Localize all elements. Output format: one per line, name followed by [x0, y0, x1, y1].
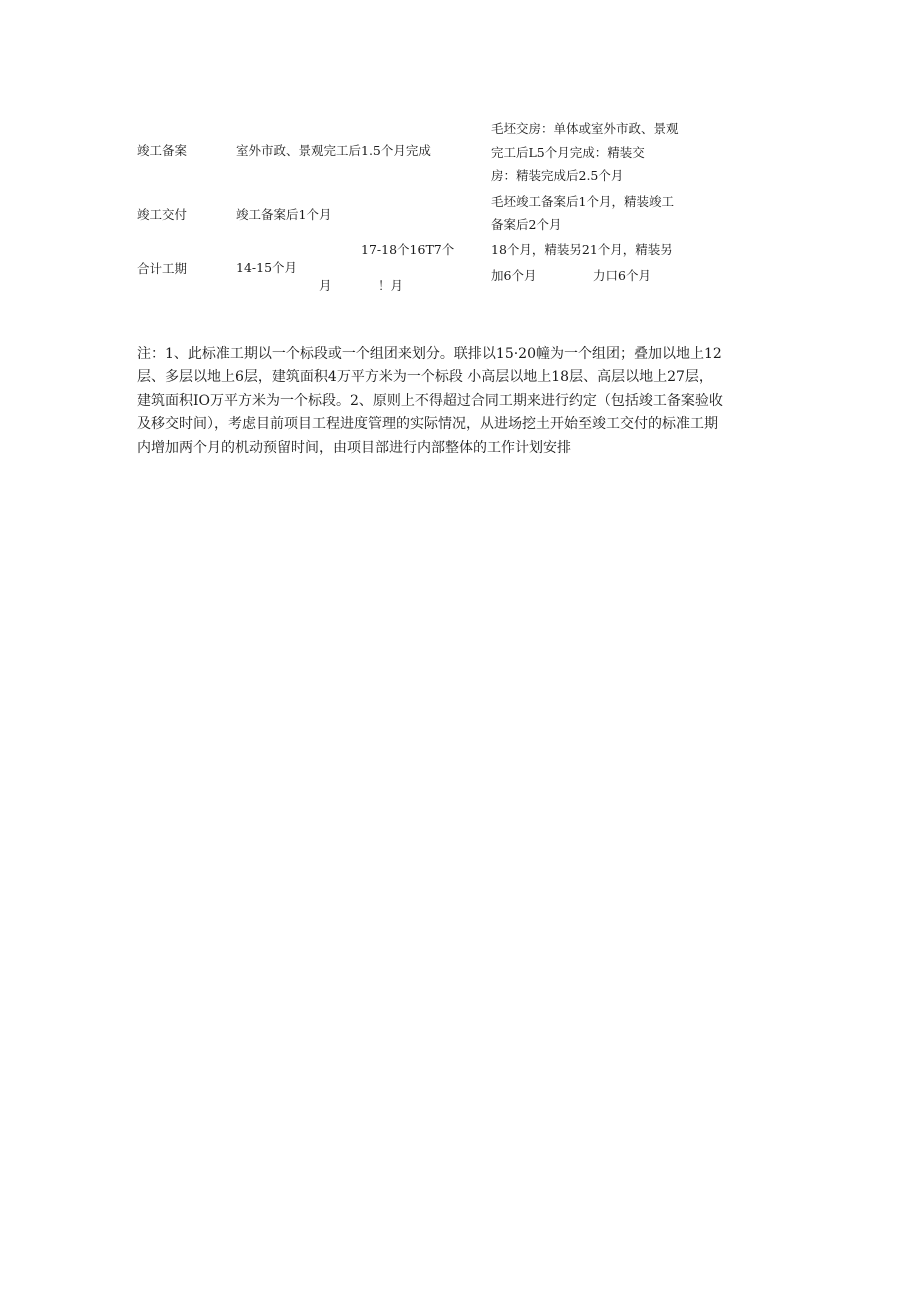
row-label-completion-filing: 竣工备案	[137, 143, 188, 158]
note-line: 注：1、此标准工期以一个标段或一个组团来划分。联排以15·20幢为一个组团；叠加以地上12	[137, 346, 722, 362]
row-remark-line: 房：精装完成后2.5个月	[491, 168, 624, 183]
note-line: 内增加两个月的机动预留时间，由项目部进行内部整体的工作计划安排	[137, 439, 571, 456]
note-line: 及移交时间），考虑目前项目工程进度管理的实际情况，从进场挖土开始至竣工交付的标准工期	[137, 416, 718, 433]
row-middle-line: ！月	[378, 278, 404, 293]
row-label-total-duration: 合计工期	[137, 261, 188, 276]
row-standard-total-duration: 14-15个月	[236, 260, 298, 275]
row-remark-line: 18个月，精装另21个月，精装另	[491, 242, 673, 257]
row-remark-line: 完工后L5个月完成：精装交	[491, 145, 645, 160]
row-label-completion-delivery: 竣工交付	[137, 207, 188, 222]
row-remark-line: 毛坯交房：单体或室外市政、景观	[491, 121, 679, 136]
row-middle-line: 月	[319, 278, 332, 293]
row-middle-line: 17-18个16T7个	[361, 242, 455, 257]
row-remark-line: 备案后2个月	[491, 217, 562, 232]
row-standard-completion-delivery: 竣工备案后1个月	[236, 207, 332, 222]
note-line: 层、多层以地上6层，建筑面积4万平方米为一个标段 小高层以地上18层、高层以地上27层，	[137, 369, 713, 386]
row-remark-line: 毛坯竣工备案后1个月，精装竣工	[491, 194, 674, 209]
note-line: 建筑面积IO万平方米为一个标段。2、原则上不得超过合同工期来进行约定（包括竣工备案验收	[137, 392, 723, 409]
row-remark-line: 力口6个月	[593, 268, 651, 283]
note-paragraph	[137, 343, 787, 460]
row-standard-completion-filing: 室外市政、景观完工后1.5个月完成	[236, 143, 431, 158]
row-remark-line: 加6个月	[491, 268, 537, 283]
